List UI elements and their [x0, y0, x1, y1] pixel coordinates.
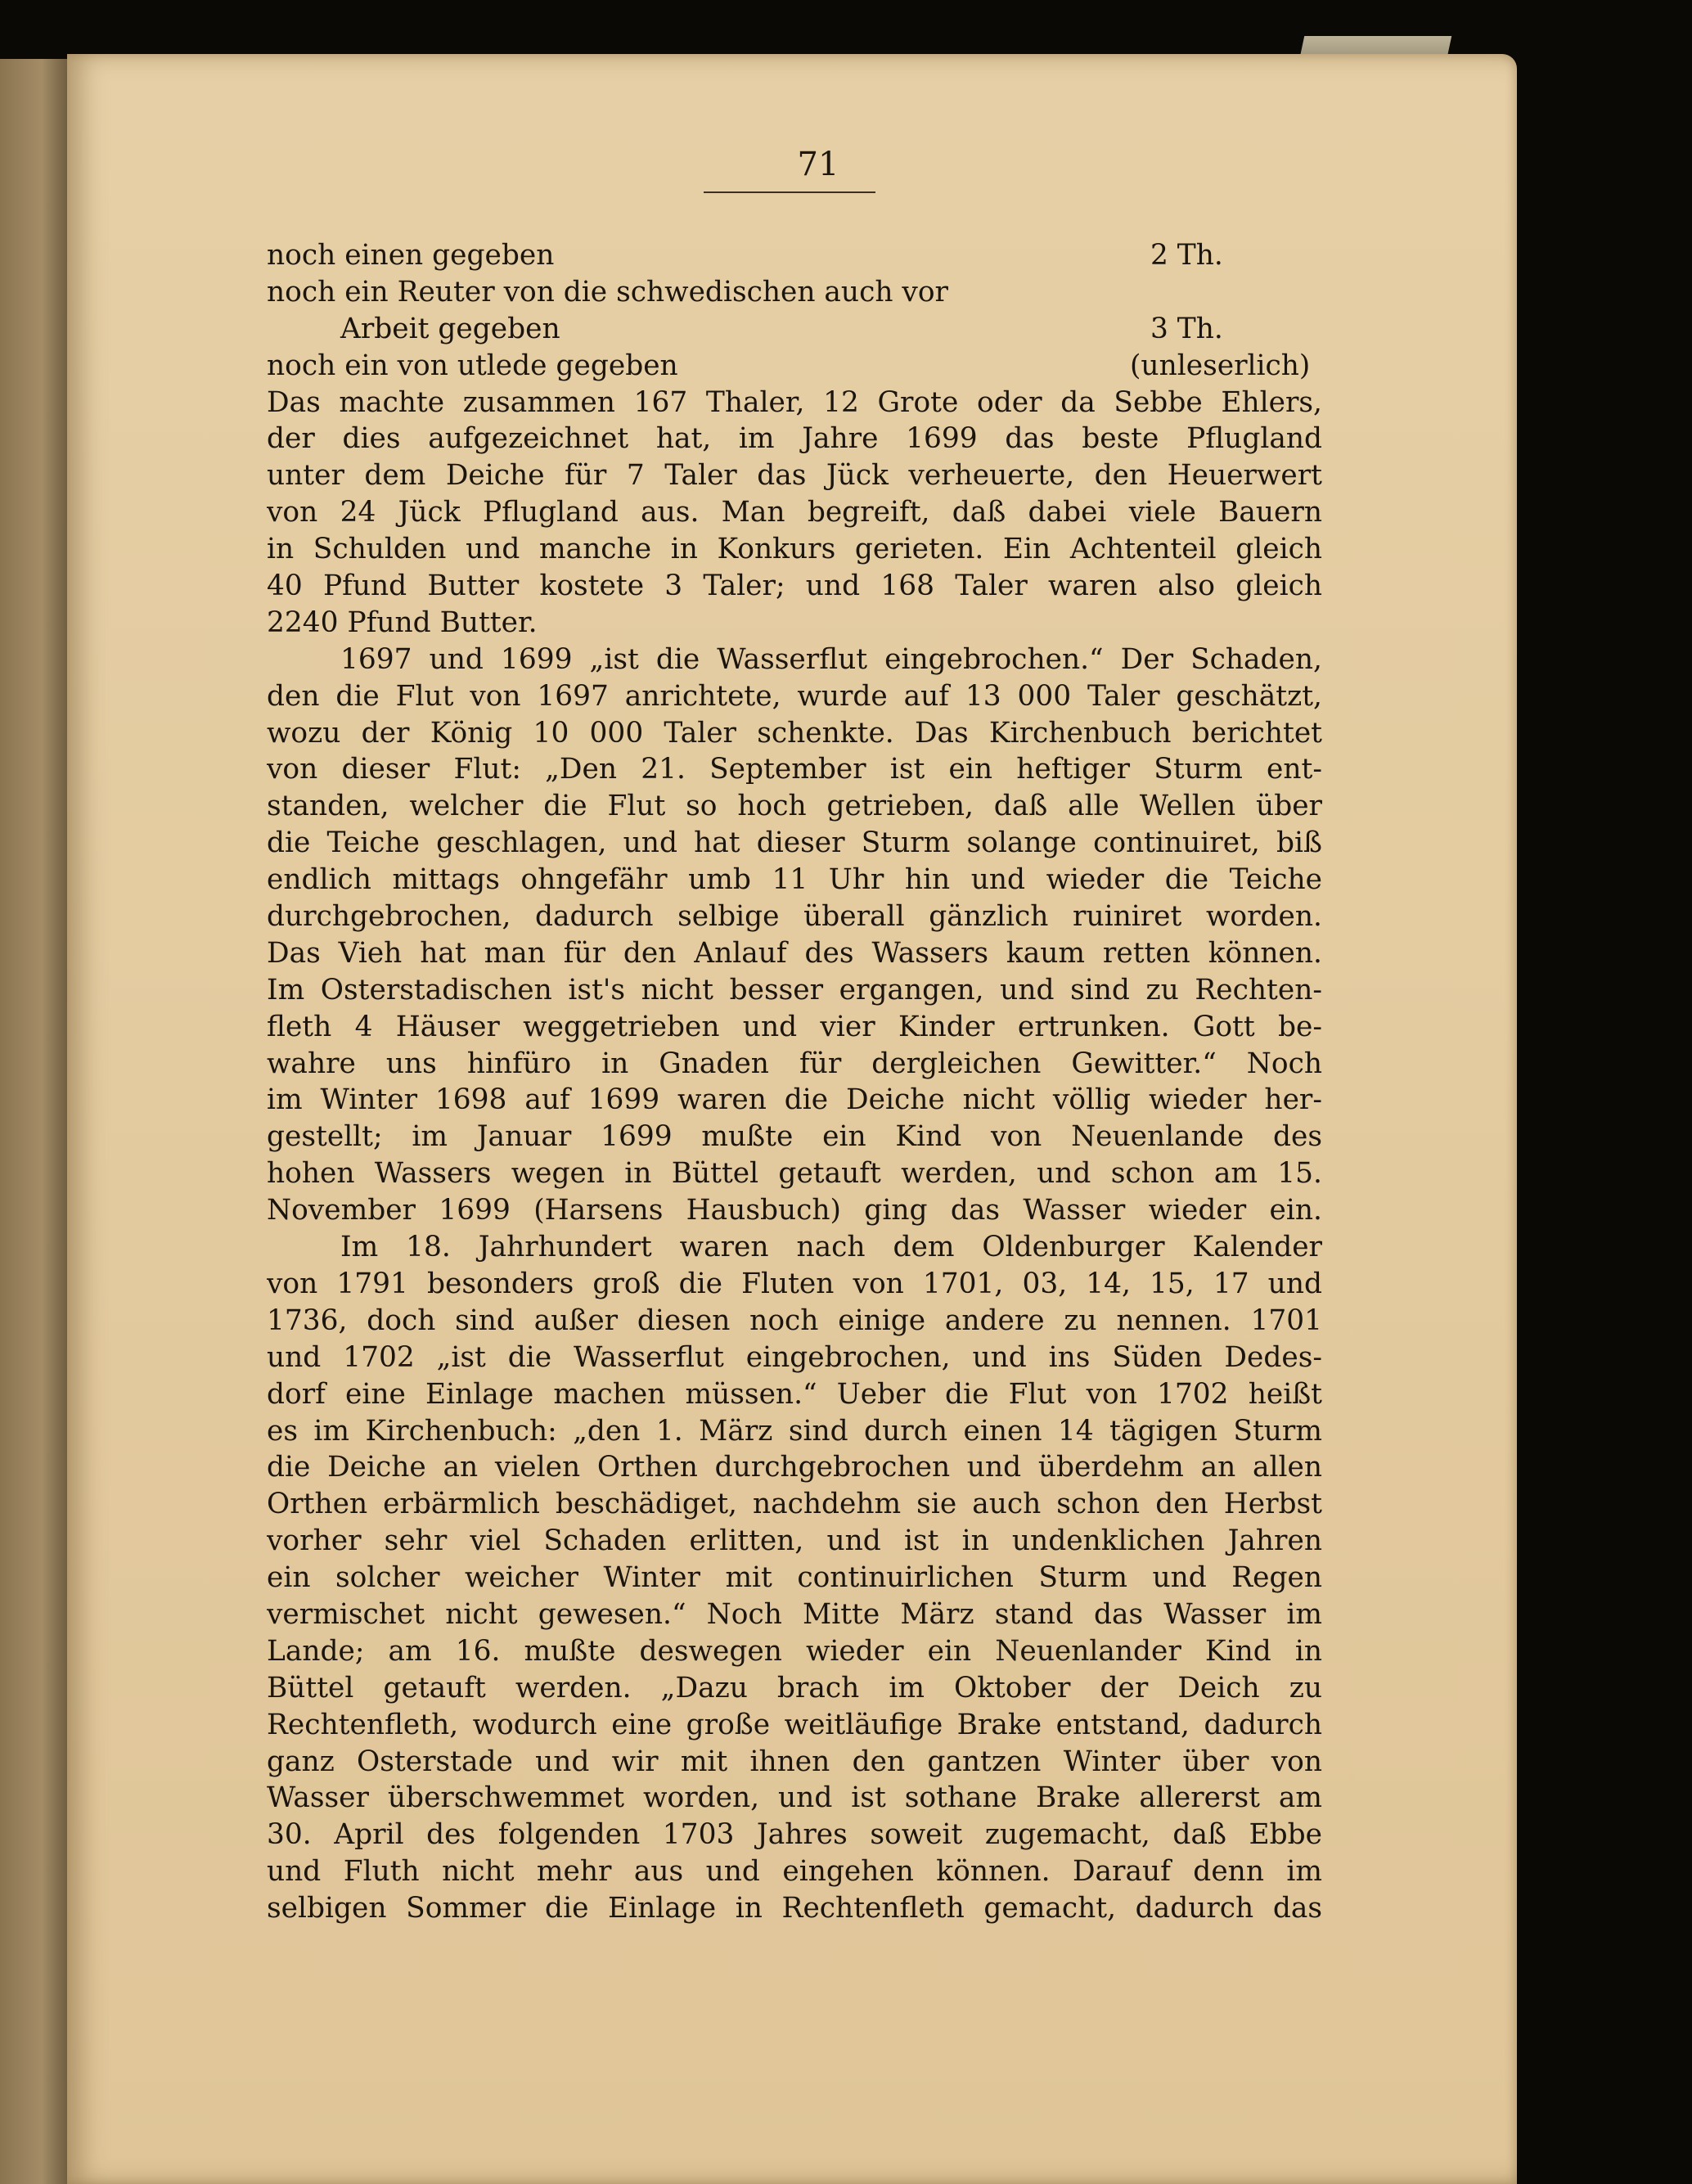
text-line: Orthen erbärmlich beschädiget, nachdehm sie auch schon den Herbst — [267, 1488, 1322, 1521]
text-line: Rechtenfleth, wodurch eine große weitläufige Brake entstand, dadurch — [267, 1708, 1322, 1741]
text-line: wozu der König 10 000 Taler schenkte. Das Kirchenbuch berichtet — [267, 716, 1322, 750]
ledger-row — [267, 237, 1322, 274]
text-line: von 1791 besonders groß die Fluten von 1701, 03, 14, 15, 17 und — [267, 1267, 1322, 1300]
text-line: 40 Pfund Butter kostete 3 Taler; und 168 Taler waren also gleich — [267, 570, 1322, 603]
text-line: ganz Osterstade und wir mit ihnen den gantzen Winter über von — [267, 1745, 1322, 1778]
text-line: Wasser überschwemmet worden, und ist sothane Brake allererst am — [267, 1781, 1322, 1815]
text-line: durchgebrochen, dadurch selbige überall gänzlich ruiniret worden. — [267, 900, 1322, 934]
text-line: Lande; am 16. mußte deswegen wieder ein Neuenlander Kind in — [267, 1634, 1322, 1668]
text-line: Im 18. Jahrhundert waren nach dem Oldenburger Kalender — [340, 1231, 1322, 1264]
page-number: 71 — [797, 146, 839, 183]
text-line: endlich mittags ohngefähr umb 11 Uhr hin und wieder die Teiche — [267, 863, 1322, 897]
text-line: 1736, doch sind außer diesen noch einige andere zu nennen. 1701 — [267, 1304, 1322, 1337]
text-line: es im Kirchenbuch: „den 1. März sind durch einen 14 tägigen Sturm — [267, 1414, 1322, 1448]
text-line: die Teiche geschlagen, und hat dieser Sturm solange continuiret, biß — [267, 826, 1322, 860]
text-line: vorher sehr viel Schaden erlitten, und ist in undenklichen Jahren — [267, 1524, 1322, 1558]
ledger-row — [267, 311, 1322, 348]
text-line: November 1699 (Harsens Hausbuch) ging das Wasser wieder ein. — [267, 1194, 1322, 1227]
ledger-amount — [1150, 274, 1322, 311]
page-body — [267, 237, 1322, 1927]
text-line: 2240 Pfund Butter. — [267, 606, 538, 639]
ledger-text: noch ein Reuter von die schwedischen auch vor — [267, 275, 948, 308]
text-line: standen, welcher die Flut so hoch getrieben, daß alle Wellen über — [267, 790, 1322, 823]
text-line: dorf eine Einlage machen müssen.“ Ueber die Flut von 1702 heißt — [267, 1377, 1322, 1411]
text-line: unter dem Deiche für 7 Taler das Jück verheuerte, den Heuerwert — [267, 459, 1322, 493]
text-line: gestellt; im Januar 1699 mußte ein Kind von Neuenlande des — [267, 1120, 1322, 1154]
ledger-amount: (unleserlich) — [1130, 349, 1311, 382]
text-line: in Schulden und manche in Konkurs gerieten. Ein Achtenteil gleich — [267, 533, 1322, 566]
text-line: im Winter 1698 auf 1699 waren die Deiche nicht völlig wieder her- — [267, 1083, 1322, 1117]
ledger-amount: 3 Th. — [1150, 312, 1223, 345]
text-line: 1697 und 1699 „ist die Wasserflut eingebrochen.“ Der Schaden, — [340, 642, 1322, 676]
ledger-text: noch einen gegeben — [267, 239, 555, 272]
text-line: die Deiche an vielen Orthen durchgebrochen und überdehm an allen — [267, 1451, 1322, 1484]
text-line: von 24 Jück Pflugland aus. Man begreift, daß dabei viele Bauern — [267, 496, 1322, 529]
left-page-edge — [0, 59, 70, 2184]
ledger-row — [267, 348, 1322, 385]
text-line: Das Vieh hat man für den Anlauf des Wassers kaum retten können. — [267, 936, 1322, 970]
ledger-text: noch ein von utlede gegeben — [267, 349, 678, 382]
text-line: von dieser Flut: „Den 21. September ist ein heftiger Sturm ent- — [267, 753, 1322, 786]
text-line: fleth 4 Häuser weggetrieben und vier Kinder ertrunken. Gott be- — [267, 1010, 1322, 1043]
text-line: und Fluth nicht mehr aus und eingehen können. Darauf denn im — [267, 1855, 1322, 1889]
text-line: Das machte zusammen 167 Thaler, 12 Grote oder da Sebbe Ehlers, — [267, 385, 1322, 419]
text-line: Im Osterstadischen ist's nicht besser ergangen, und sind zu Rechten- — [267, 973, 1322, 1006]
header-rule — [704, 191, 875, 193]
ledger-row — [267, 274, 1322, 311]
ledger-amount: 2 Th. — [1150, 239, 1223, 272]
text-line: hohen Wassers wegen in Büttel getauft werden, und schon am 15. — [267, 1157, 1322, 1191]
text-line: selbigen Sommer die Einlage in Rechtenfleth gemacht, dadurch das — [267, 1892, 1322, 1925]
text-line: ein solcher weicher Winter mit continuirlichen Sturm und Regen — [267, 1561, 1322, 1595]
text-line: vermischet nicht gewesen.“ Noch Mitte März stand das Wasser im — [267, 1597, 1322, 1631]
text-line: wahre uns hinfüro in Gnaden für dergleichen Gewitter.“ Noch — [267, 1047, 1322, 1080]
ledger-text: Arbeit gegeben — [340, 312, 560, 345]
text-line: der dies aufgezeichnet hat, im Jahre 1699 das beste Pflugland — [267, 422, 1322, 456]
text-line: Büttel getauft werden. „Dazu brach im Oktober der Deich zu — [267, 1671, 1322, 1704]
text-line: den die Flut von 1697 anrichtete, wurde auf 13 000 Taler geschätzt, — [267, 679, 1322, 713]
text-line: und 1702 „ist die Wasserflut eingebrochen, und ins Süden Dedes- — [267, 1340, 1322, 1374]
text-line: 30. April des folgenden 1703 Jahres soweit zugemacht, daß Ebbe — [267, 1818, 1322, 1852]
